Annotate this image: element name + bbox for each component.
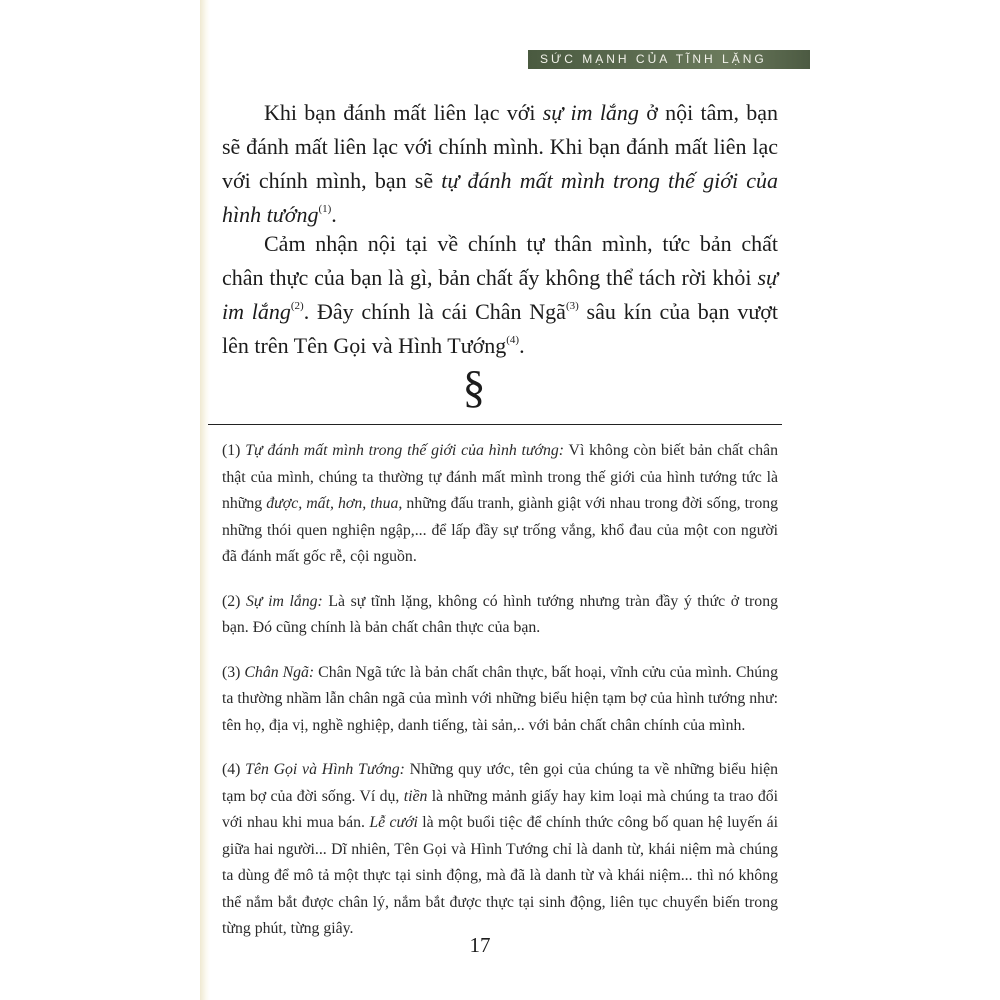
text-run: là những mảnh giấy hay kim loại mà chúng ta trao đổi với nhau khi mua bán. bbox=[222, 787, 779, 831]
text-run: Vì không còn biết bản chất chân thật của mình, chúng ta thường tự đánh mất mình trong thế giới của hình tướng tức là những bbox=[222, 442, 779, 512]
text-run: Khi bạn đánh mất liên lạc với bbox=[264, 100, 543, 125]
footnote bbox=[222, 438, 778, 571]
footnotes-list bbox=[222, 438, 778, 961]
section-mark: § bbox=[462, 361, 486, 412]
italic-text: được, mất, hơn, thua, bbox=[266, 495, 403, 512]
footnote-divider bbox=[208, 424, 782, 425]
text-run: . bbox=[519, 333, 525, 358]
italic-text: tự đánh mất mình trong thế giới của hình tướng bbox=[222, 168, 778, 227]
text-run: Chân Ngã tức là bản chất chân thực, bất hoại, vĩnh cửu của mình. Chúng ta thường nhầm lẫn chân ngã của mình với những biểu hiện tạm bợ của hình tướng như: tên họ, địa vị, nghề nghiệp, danh tiếng, tài sản,.. với bản chất chân chính của mình. bbox=[222, 663, 778, 734]
text-run: là một buổi tiệc để chính thức công bố quan hệ luyến ái giữa hai người... Dĩ nhiên, Tên Gọi và Hình Tướng chỉ là danh từ, khái niệm mà chúng ta dùng để mô tả một thực tại sinh động, mà đã là danh từ và khái niệm... thì nó không thể nắm bắt được chân lý, nắm bắt được thực tại sinh động, liên tục chuyển biến trong từng phút, từng giây. bbox=[222, 814, 778, 937]
text-run: (4) bbox=[222, 761, 246, 778]
text-run: sâu kín của bạn vượt lên trên Tên Gọi và Hình Tướng bbox=[222, 299, 779, 358]
footnote-ref: (2) bbox=[290, 300, 304, 313]
footnote-ref: (3) bbox=[565, 300, 579, 313]
text-run: ở nội tâm, bạn sẽ đánh mất liên lạc với chính mình. Khi bạn đánh mất liên lạc với chính mình, bạn sẽ bbox=[222, 100, 778, 193]
text-run: những đấu tranh, giành giật với nhau trong đời sống, trong những thói quen nghiện ngập,... để lấp đầy sự trống vắng, khổ đau của một con người đã đánh mất gốc rễ, cội nguồn. bbox=[222, 495, 779, 565]
footnote-ref: (4) bbox=[506, 334, 520, 347]
running-header-title: SỨC MẠNH CỦA TĨNH LẶNG bbox=[540, 52, 767, 66]
footnote bbox=[222, 660, 778, 740]
italic-text: Sự im lắng: bbox=[246, 592, 323, 610]
body-paragraph bbox=[222, 227, 778, 363]
text-run: (3) bbox=[222, 663, 245, 681]
italic-text: sự im lắng bbox=[542, 100, 639, 125]
italic-text: Chân Ngã: bbox=[244, 663, 315, 681]
footnote-ref: (1) bbox=[318, 203, 332, 216]
main-text-block-2 bbox=[222, 227, 778, 363]
text-run: (2) bbox=[222, 592, 246, 610]
running-header bbox=[528, 50, 810, 69]
text-run: Những quy ước, tên gọi của chúng ta về những biểu hiện tạm bợ của đời sống. Ví dụ, bbox=[222, 761, 778, 805]
page-edge-shadow bbox=[200, 0, 210, 1000]
footnote bbox=[222, 757, 778, 943]
text-run: . bbox=[331, 202, 337, 227]
main-text-block-1 bbox=[222, 96, 778, 232]
body-paragraph bbox=[222, 96, 778, 232]
italic-text: Tự đánh mất mình trong thế giới của hình tướng: bbox=[245, 442, 565, 459]
footnote bbox=[222, 589, 778, 642]
italic-text: tiền bbox=[403, 787, 428, 805]
page-number: 17 bbox=[469, 933, 491, 957]
text-run: Cảm nhận nội tại về chính tự thân mình, tức bản chất chân thực của bạn là gì, bản chất ấy không thể tách rời khỏi bbox=[222, 231, 778, 290]
italic-text: sự im lắng bbox=[222, 265, 778, 324]
text-run: . Đây chính là cái Chân Ngã bbox=[303, 299, 566, 324]
text-run: Là sự tĩnh lặng, không có hình tướng nhưng tràn đầy ý thức ở trong bạn. Đó cũng chính là bản chất chân thực của bạn. bbox=[222, 592, 778, 636]
italic-text: Tên Gọi và Hình Tướng: bbox=[245, 761, 405, 778]
italic-text: Lễ cưới bbox=[369, 814, 418, 831]
text-run: (1) bbox=[222, 442, 246, 459]
